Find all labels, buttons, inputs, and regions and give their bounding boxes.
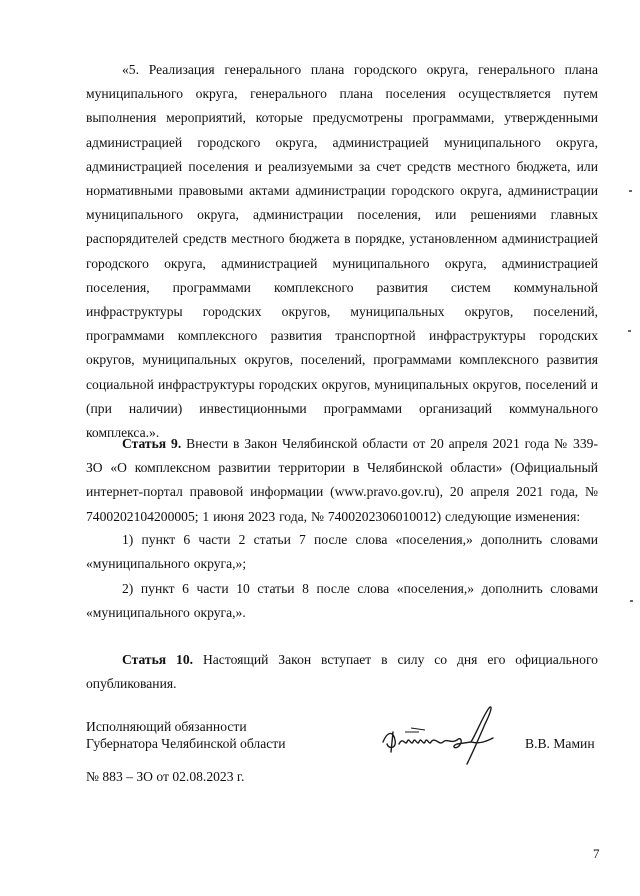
article-9	[86, 432, 598, 529]
position-line-1: Исполняющий обязанности	[86, 719, 247, 734]
article-10-text: Настоящий Закон вступает в силу со дня его официального опубликования.	[86, 652, 598, 692]
article-9-label: Статья 9.	[122, 436, 182, 451]
handwritten-signature-icon	[375, 702, 505, 772]
signatory-position	[86, 718, 286, 752]
scan-speck	[629, 190, 632, 192]
paragraph-clause-5: «5. Реализация генерального плана городского округа, генерального плана муниципального округа, генерального плана поселения осуществляется путем выполнения мероприятий, которые предусмотрены программами, утвержденными администрацией городского округа, администрацией муниципального округа, администрацией поселения и реализуемыми за счет средств местного бюджета, или нормативными правовыми актами администрации городского округа, администрации муниципального округа, администрации поселения, или решениями главных распорядителей средств местного бюджета в порядке, установленном администрацией городского округа, администрацией муниципального округа, администрацией поселения, программами комплексного развития систем коммунальной инфраструктуры городских округов, муниципальных округов, поселений, программами комплексного развития транспортной инфраструктуры городских округов, муниципальных округов, поселений, программами комплексного развития социальной инфраструктуры городских округов, муниципальных округов, поселений и (при наличии) инвестиционными программами организаций коммунального комплекса.».	[86, 62, 598, 441]
page-number: 7	[593, 846, 600, 861]
article-10-label: Статья 10.	[122, 652, 194, 667]
article-9-item-2: 2) пункт 6 части 10 статьи 8 после слова «поселения,» дополнить словами «муниципального округа,».	[86, 581, 598, 621]
document-number: № 883 – ЗО от 02.08.2023 г.	[86, 769, 245, 784]
article-9-item-1: 1) пункт 6 части 2 статьи 7 после слова «поселения,» дополнить словами «муниципального округа,»;	[86, 532, 598, 572]
scan-speck	[628, 330, 631, 332]
signatory-name: В.В. Мамин	[525, 736, 595, 751]
scan-speck	[630, 600, 633, 602]
article-9-text: Внести в Закон Челябинской области от 20 апреля 2021 года № 339-ЗО «О комплексном развитии территории в Челябинской области» (Официальный интернет-портал правовой информации (www.pravo.gov.ru), 20 апреля 2021 года, № 7400202104200005; 1 июня 2023 года, № 7400202306010012) следующие изменения:	[86, 436, 598, 524]
article-10	[86, 648, 598, 696]
position-line-2: Губернатора Челябинской области	[86, 736, 286, 751]
